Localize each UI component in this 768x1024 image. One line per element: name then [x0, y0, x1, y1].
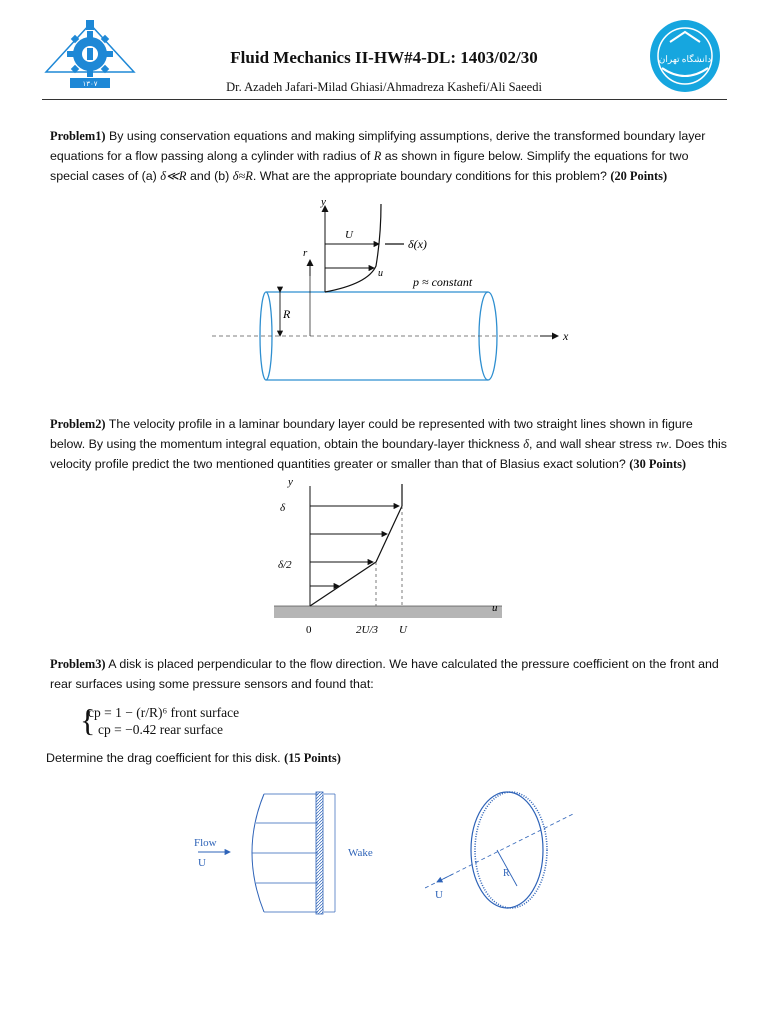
disk-oblique-view-figure — [425, 786, 585, 916]
wake-label: Wake — [348, 847, 373, 859]
problem2-points: (30 Points) — [629, 457, 687, 471]
cylinder-boundary-layer-figure — [200, 196, 580, 386]
problem2-label: Problem2) — [50, 417, 106, 431]
u-axis-label: u — [492, 602, 498, 614]
svg-text:دانشگاه تهران: دانشگاه تهران — [658, 54, 712, 64]
flow-label: Flow — [194, 837, 217, 849]
U-label: U — [345, 229, 353, 241]
pressure-label: p ≈ constant — [413, 275, 473, 289]
x-axis-label: x — [563, 329, 569, 343]
u-label: u — [378, 268, 383, 279]
zero-label: 0 — [306, 624, 312, 636]
y-axis-label: y — [321, 196, 326, 208]
disk-side-view-figure — [190, 790, 380, 916]
oblique-U-label: U — [435, 889, 443, 901]
problem3-text: Problem3) A disk is placed perpendicular to the flow direction. We have calculated the pressure coefficient on the front and rear surfaces using some pressure sensors and found that: — [50, 657, 719, 691]
authors-line: Dr. Azadeh Jafari-Milad Ghiasi/Ahmadreza Kashefi/Ali Saeedi — [226, 80, 542, 94]
problem1-text: Problem1) By using conservation equations and making simplifying assumptions, derive the transformed boundary layer equations for a flow passing along a cylinder with radius of R as shown in figure below. Simplify the equations for two special cases of (a) δ≪R and (b) δ≈R. What are the appropriate boundary conditions for this problem? (20 Points) — [50, 129, 706, 183]
problem2-text: Problem2) The velocity profile in a laminar boundary layer could be represented with two straight lines shown in figure below. By using the momentum integral equation, obtain the boundary-layer thickness δ, and wall shear stress τw. Does this velocity profile predict the two mentioned quantities greater or smaller than that of Blasius exact solution? (30 Points) — [50, 417, 727, 471]
problem3-question: Determine the drag coefficient for this disk. (15 Points) — [46, 751, 341, 765]
R-label: R — [283, 307, 291, 321]
page-title: Fluid Mechanics II-HW#4-DL: 1403/02/30 — [230, 48, 538, 67]
university-of-tehran-logo-icon — [648, 18, 722, 94]
delta-x-label: δ(x) — [408, 237, 427, 251]
delta-label: δ — [280, 502, 286, 514]
r-label: r — [303, 247, 308, 259]
problem3-label: Problem3) — [50, 657, 106, 671]
right-logo — [648, 18, 722, 94]
problem1-label: Problem1) — [50, 129, 106, 143]
velocity-profile-figure — [270, 474, 510, 640]
problem3-points: (15 Points) — [284, 751, 341, 765]
flow-U-label: U — [198, 857, 206, 869]
two-thirds-U-label: 2U/3 — [356, 624, 378, 636]
half-delta-label: δ/2 — [278, 559, 292, 571]
problem1-points: (20 Points) — [610, 169, 668, 183]
header-divider — [42, 99, 727, 100]
equation-brace: { — [80, 702, 96, 738]
svg-text:۱۳۰۷: ۱۳۰۷ — [82, 80, 98, 88]
U-label: U — [399, 624, 407, 636]
equation-front: cp = 1 − (r/R)⁶ front surface — [88, 705, 240, 720]
equation-rear: cp = −0.42 rear surface — [98, 722, 224, 737]
disk-R-label: R — [503, 868, 510, 879]
y-axis-label: y — [288, 476, 293, 488]
